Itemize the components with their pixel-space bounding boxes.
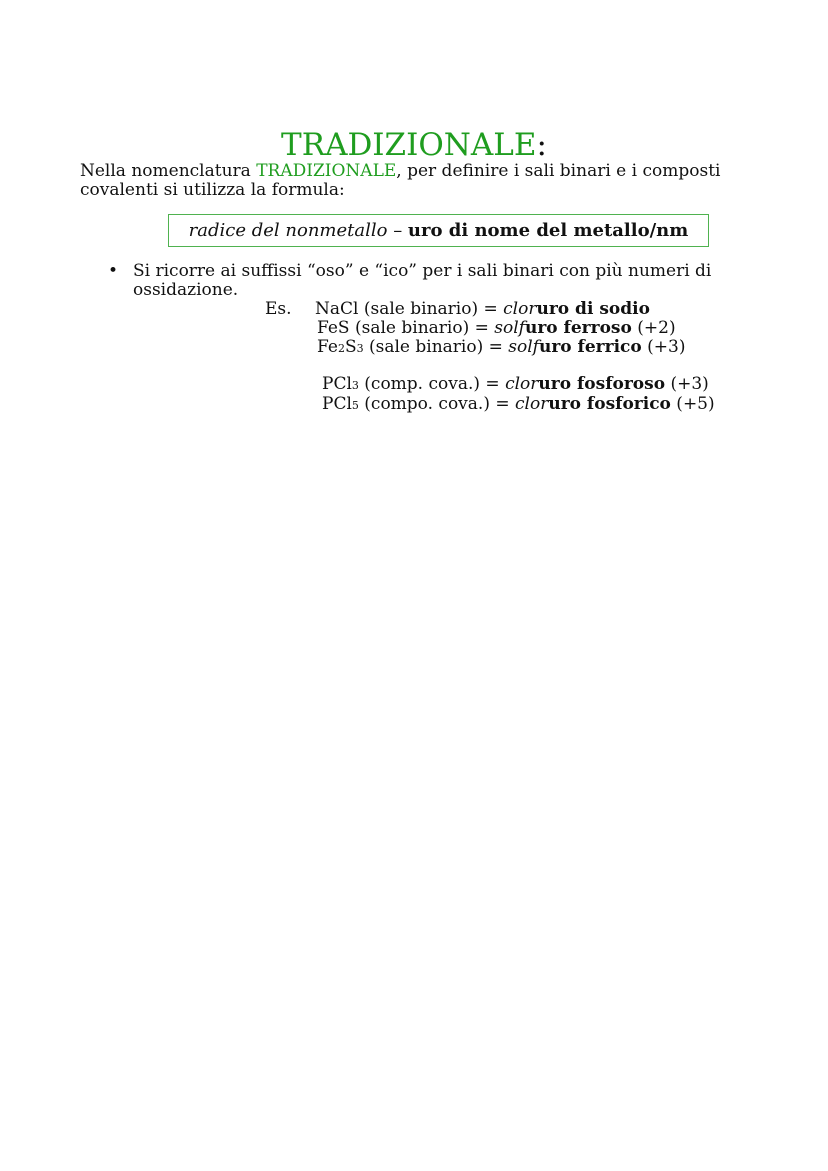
subscript: 5 <box>351 399 359 412</box>
description: (sale binario) = <box>363 337 509 357</box>
page-title <box>0 126 828 164</box>
suffix-bold: uro di sodio <box>536 299 650 319</box>
suffix-bold: uro fosforico <box>548 394 671 414</box>
title-word: TRADIZIONALE <box>281 127 537 163</box>
formula-part: Fe <box>317 337 338 357</box>
description: (sale binario) = <box>349 318 495 338</box>
title-colon: : <box>536 127 547 163</box>
formula-box <box>168 214 709 247</box>
bullet-text: Si ricorre ai suffissi “oso” e “ico” per i sali binari con più numeri di ossidazione. <box>133 261 712 300</box>
suffix-bold: uro ferroso <box>524 318 632 338</box>
suffix-bold: uro fosforoso <box>538 374 666 394</box>
description: (compo. cova.) = <box>358 394 516 414</box>
oxidation: (+3) <box>665 374 709 394</box>
formula-part: PCl <box>322 374 352 394</box>
intro-paragraph <box>80 162 760 200</box>
root-italic: clor <box>505 374 539 394</box>
example-line-pcl3 <box>322 375 709 395</box>
example-line-pcl5 <box>322 395 715 415</box>
oxidation: (+3) <box>641 337 686 357</box>
subscript: 2 <box>337 342 345 355</box>
example-line-fes <box>317 319 676 338</box>
description: (sale binario) = <box>358 299 504 319</box>
formula-part: PCl <box>322 394 352 414</box>
intro-before: Nella nomenclatura <box>80 161 257 181</box>
example-line-nacl <box>315 300 650 319</box>
root-italic: solf <box>508 337 539 357</box>
formula-part: NaCl <box>315 299 359 319</box>
formula-dash: – <box>387 220 408 241</box>
formula-part: FeS <box>317 318 350 338</box>
subscript: 3 <box>351 379 359 392</box>
description: (comp. cova.) = <box>358 374 506 394</box>
examples-label: Es. <box>265 299 292 319</box>
oxidation: (+5) <box>670 394 715 414</box>
oxidation: (+2) <box>631 318 676 338</box>
formula-italic: radice del nonmetallo <box>188 220 388 241</box>
root-italic: clor <box>515 394 549 414</box>
formula-bold: uro di nome del metallo/nm <box>407 220 689 241</box>
root-italic: solf <box>494 318 525 338</box>
formula-part: S <box>344 337 357 357</box>
root-italic: clor <box>503 299 537 319</box>
example-line-fe2s3 <box>317 338 685 358</box>
intro-after: , per definire i sali binari e i composti covalenti si utilizza la formula: <box>80 161 721 200</box>
bullet-dot: • <box>108 261 119 281</box>
intro-highlight: TRADIZIONALE <box>256 161 397 181</box>
suffix-bold: uro ferrico <box>538 337 642 357</box>
subscript: 3 <box>356 342 364 355</box>
